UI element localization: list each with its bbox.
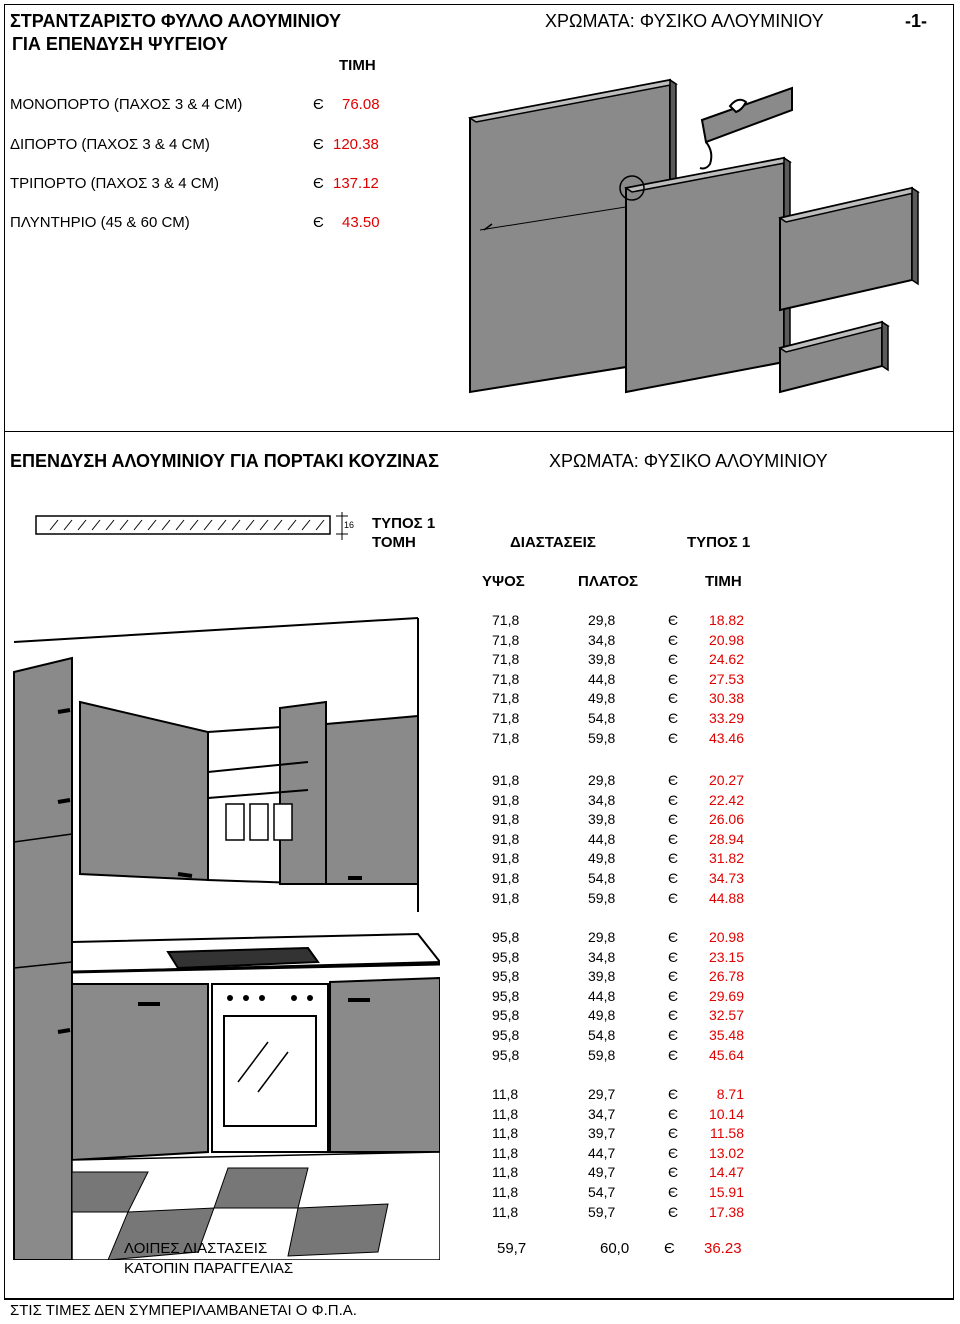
width-cell: 54,8 (588, 1027, 616, 1043)
height-cell: 71,8 (492, 651, 520, 668)
width-cell: 39,8 (588, 811, 616, 828)
width-cell: 49,8 (588, 1007, 616, 1024)
currency-symbol: Є (664, 1240, 675, 1257)
profile-dimension-label: 16 (344, 520, 355, 530)
height-cell: 71,8 (492, 631, 520, 648)
price-cell: 10.14 (708, 1105, 744, 1122)
width-cell: 39,8 (588, 968, 616, 985)
section1-item-name: ΜΟΝΟΠΟΡΤΟ (ΠΑΧΟΣ 3 & 4 CM) (10, 96, 243, 113)
width-cell: 44,7 (588, 1144, 616, 1161)
price-cell: 28.94 (708, 830, 744, 847)
table-row (492, 790, 792, 810)
currency-symbol: Є (668, 811, 679, 828)
width-cell: 59,8 (588, 1046, 616, 1063)
table-row (492, 1162, 792, 1182)
table-row (492, 728, 792, 748)
height-cell: 95,8 (492, 929, 520, 945)
width-cell: 54,7 (588, 1184, 616, 1200)
height-cell: 95,8 (492, 948, 520, 965)
table-row (492, 848, 792, 868)
table-row (492, 1084, 792, 1104)
section1-item-price: 76.08 (342, 96, 380, 113)
price-cell: 45.64 (708, 1046, 744, 1063)
width-cell: 34,7 (588, 1105, 616, 1122)
price-cell: 43.46 (708, 729, 744, 746)
currency-symbol: Є (668, 929, 679, 945)
section1-item-price: 137.12 (333, 175, 379, 192)
height-cell: 11,8 (492, 1184, 519, 1200)
height-cell: 11,8 (492, 1086, 519, 1102)
currency-symbol: Є (668, 948, 679, 965)
currency-symbol: Є (668, 791, 679, 808)
currency-symbol: Є (668, 830, 679, 847)
width-cell: 39,8 (588, 651, 616, 668)
width-cell: 29,8 (588, 929, 616, 945)
section1-colors-label: ΧΡΩΜΑΤΑ: ΦΥΣΙΚΟ ΑΛΟΥΜΙΝΙΟΥ (545, 11, 824, 31)
width-cell: 59,8 (588, 729, 616, 746)
height-cell: 95,8 (492, 1027, 520, 1043)
table-row (492, 947, 792, 967)
price-cell: 22.42 (708, 791, 744, 808)
currency-symbol: Є (313, 175, 324, 192)
footer-note: ΣΤΙΣ ΤΙΜΕΣ ΔΕΝ ΣΥΜΠΕΡΙΛΑΜΒΑΝΕΤΑΙ Ο Φ.Π.Α. (10, 1302, 357, 1319)
width-cell: 44,8 (588, 830, 616, 847)
currency-symbol: Є (313, 96, 324, 113)
price-cell: 44.88 (708, 889, 744, 906)
currency-symbol: Є (668, 710, 679, 726)
section1-item-name: ΔΙΠΟΡΤΟ (ΠΑΧΟΣ 3 & 4 CM) (10, 136, 210, 153)
price-cell: 26.78 (708, 968, 744, 985)
column-header-price: ΤΙΜΗ (705, 573, 742, 590)
section2-colors-label: ΧΡΩΜΑΤΑ: ΦΥΣΙΚΟ ΑΛΟΥΜΙΝΙΟΥ (549, 451, 828, 471)
table-row (492, 610, 792, 630)
type-label: ΤΥΠΟΣ 1 (372, 515, 436, 532)
table-row (492, 669, 792, 689)
table-row (492, 1143, 792, 1163)
currency-symbol: Є (668, 1184, 679, 1200)
currency-symbol: Є (668, 651, 679, 668)
height-cell: 11,8 (492, 1105, 519, 1122)
currency-symbol: Є (668, 850, 679, 867)
table-row (492, 927, 792, 947)
height-cell: 91,8 (492, 889, 520, 906)
width-cell: 44,8 (588, 670, 616, 687)
currency-symbol: Є (668, 1046, 679, 1063)
currency-symbol: Є (668, 670, 679, 687)
price-cell: 35.48 (708, 1027, 744, 1043)
kitchen-illustration (8, 612, 440, 1260)
section1-item-name: ΠΛΥΝΤΗΡΙΟ (45 & 60 CM) (10, 214, 190, 231)
height-cell: 95,8 (492, 1007, 520, 1024)
section1-item-name: ΤΡΙΠΟΡΤΟ (ΠΑΧΟΣ 3 & 4 CM) (10, 175, 220, 192)
width-cell: 29,8 (588, 612, 616, 628)
price-cell: 15.91 (708, 1184, 744, 1200)
height-cell: 71,8 (492, 670, 520, 687)
profile-section-drawing (30, 492, 360, 552)
table-row (492, 630, 792, 650)
table-row (492, 1104, 792, 1124)
currency-symbol: Є (668, 1086, 679, 1102)
height-cell: 71,8 (492, 710, 520, 726)
profile-section-illustration (30, 492, 360, 602)
width-cell: 49,8 (588, 850, 616, 867)
currency-symbol: Є (668, 1007, 679, 1024)
table-row (492, 688, 792, 708)
price-cell: 34.73 (708, 870, 744, 886)
price-cell: 8.71 (716, 1086, 744, 1102)
currency-symbol: Є (668, 1105, 679, 1122)
table-row (492, 868, 792, 888)
table-row (492, 1005, 792, 1025)
price-cell: 20.27 (708, 772, 744, 788)
table-row (492, 708, 792, 728)
height-cell: 95,8 (492, 1046, 520, 1063)
currency-symbol: Є (668, 612, 679, 628)
height-cell: 91,8 (492, 830, 520, 847)
table-row (492, 1025, 792, 1045)
currency-symbol: Є (668, 889, 679, 906)
price-cell: 29.69 (708, 987, 744, 1004)
section-label: ΤΟΜΗ (372, 534, 416, 551)
width-cell: 34,8 (588, 631, 616, 648)
table-row (492, 1123, 792, 1143)
width-cell: 39,7 (588, 1125, 616, 1142)
currency-symbol: Є (668, 987, 679, 1004)
table-row (492, 1182, 792, 1202)
price-cell: 11.58 (710, 1125, 744, 1142)
height-cell: 11,8 (492, 1144, 519, 1161)
width-cell: 54,8 (588, 870, 616, 886)
height-cell: 91,8 (492, 850, 520, 867)
other-dimensions-line2: ΚΑΤΟΠΙΝ ΠΑΡΑΓΓΕΛΙΑΣ (124, 1260, 294, 1277)
width-cell: 49,8 (588, 690, 616, 707)
currency-symbol: Є (668, 1144, 679, 1161)
section1-item-price: 120.38 (333, 136, 379, 153)
table-row (492, 1202, 792, 1222)
price-cell: 24.62 (708, 651, 744, 668)
table-row (492, 966, 792, 986)
currency-symbol: Є (668, 690, 679, 707)
section2-title: ΕΠΕΝΔΥΣΗ ΑΛΟΥΜΙΝΙΟΥ ΓΙΑ ΠΟΡΤΑΚΙ ΚΟΥΖΙΝΑΣ (10, 451, 439, 471)
price-cell: 30.38 (708, 690, 744, 707)
price-cell: 13.02 (708, 1144, 744, 1161)
currency-symbol: Є (313, 214, 324, 231)
width-cell: 44,8 (588, 987, 616, 1004)
table-row (492, 649, 792, 669)
width-cell: 29,8 (588, 772, 616, 788)
other-dimensions-line1: ΛΟΙΠΕΣ ΔΙΑΣΤΑΣΕΙΣ (124, 1240, 268, 1257)
price-cell: 20.98 (708, 929, 744, 945)
height-cell: 11,8 (492, 1164, 519, 1181)
currency-symbol: Є (668, 968, 679, 985)
table-row (492, 809, 792, 829)
price-cell: 27.53 (708, 670, 744, 687)
currency-symbol: Є (668, 1203, 679, 1220)
table-row (492, 986, 792, 1006)
height-cell: 95,8 (492, 968, 520, 985)
width-cell: 34,8 (588, 948, 616, 965)
height-cell: 91,8 (492, 811, 520, 828)
price-cell: 32.57 (708, 1007, 744, 1024)
section1-item-price: 43.50 (342, 214, 380, 231)
other-row-width: 60,0 (600, 1240, 630, 1257)
width-cell: 59,7 (588, 1203, 616, 1220)
section1-title-line1: ΣΤΡΑΝΤΖΑΡΙΣΤΟ ΦΥΛΛΟ ΑΛΟΥΜΙΝΙΟΥ (10, 11, 341, 31)
price-cell: 23.15 (708, 948, 744, 965)
page-number: -1- (905, 11, 927, 31)
column-header-height: ΥΨΟΣ (482, 573, 525, 590)
currency-symbol: Є (668, 772, 679, 788)
currency-symbol: Є (668, 1125, 679, 1142)
kitchen-drawing (8, 612, 440, 1260)
table-row (492, 770, 792, 790)
column-header-width: ΠΛΑΤΟΣ (578, 573, 638, 590)
table-row (492, 1045, 792, 1065)
height-cell: 91,8 (492, 870, 520, 886)
price-cell: 14.47 (708, 1164, 744, 1181)
footer-divider (4, 1299, 954, 1300)
currency-symbol: Є (668, 870, 679, 886)
currency-symbol: Є (668, 729, 679, 746)
other-row-height: 59,7 (497, 1240, 527, 1257)
other-row-price: 36.23 (704, 1240, 742, 1257)
fridge-panels-drawing (462, 70, 922, 400)
height-cell: 11,8 (492, 1125, 519, 1142)
height-cell: 91,8 (492, 791, 520, 808)
fridge-panels-illustration (462, 70, 922, 400)
height-cell: 71,8 (492, 612, 520, 628)
section1-title-line2: ΓΙΑ ΕΠΕΝΔΥΣΗ ΨΥΓΕΙΟΥ (12, 34, 228, 54)
height-cell: 71,8 (492, 690, 520, 707)
price-cell: 18.82 (708, 612, 744, 628)
price-cell: 26.06 (708, 811, 744, 828)
height-cell: 11,8 (492, 1203, 519, 1220)
height-cell: 95,8 (492, 987, 520, 1004)
table-row (492, 888, 792, 908)
section1-price-header: ΤΙΜΗ (339, 57, 376, 74)
width-cell: 29,7 (588, 1086, 616, 1102)
currency-symbol: Є (668, 631, 679, 648)
price-table (492, 610, 792, 1220)
currency-symbol: Є (668, 1164, 679, 1181)
currency-symbol: Є (668, 1027, 679, 1043)
type-label-2: ΤΥΠΟΣ 1 (687, 534, 751, 551)
price-cell: 17.38 (708, 1203, 744, 1220)
table-row (492, 829, 792, 849)
width-cell: 59,8 (588, 889, 616, 906)
price-cell: 20.98 (708, 631, 744, 648)
width-cell: 34,8 (588, 791, 616, 808)
dimensions-label: ΔΙΑΣΤΑΣΕΙΣ (510, 534, 596, 551)
height-cell: 91,8 (492, 772, 520, 788)
currency-symbol: Є (313, 136, 324, 153)
height-cell: 71,8 (492, 729, 520, 746)
width-cell: 49,7 (588, 1164, 616, 1181)
price-cell: 33.29 (708, 710, 744, 726)
width-cell: 54,8 (588, 710, 616, 726)
price-cell: 31.82 (708, 850, 744, 867)
